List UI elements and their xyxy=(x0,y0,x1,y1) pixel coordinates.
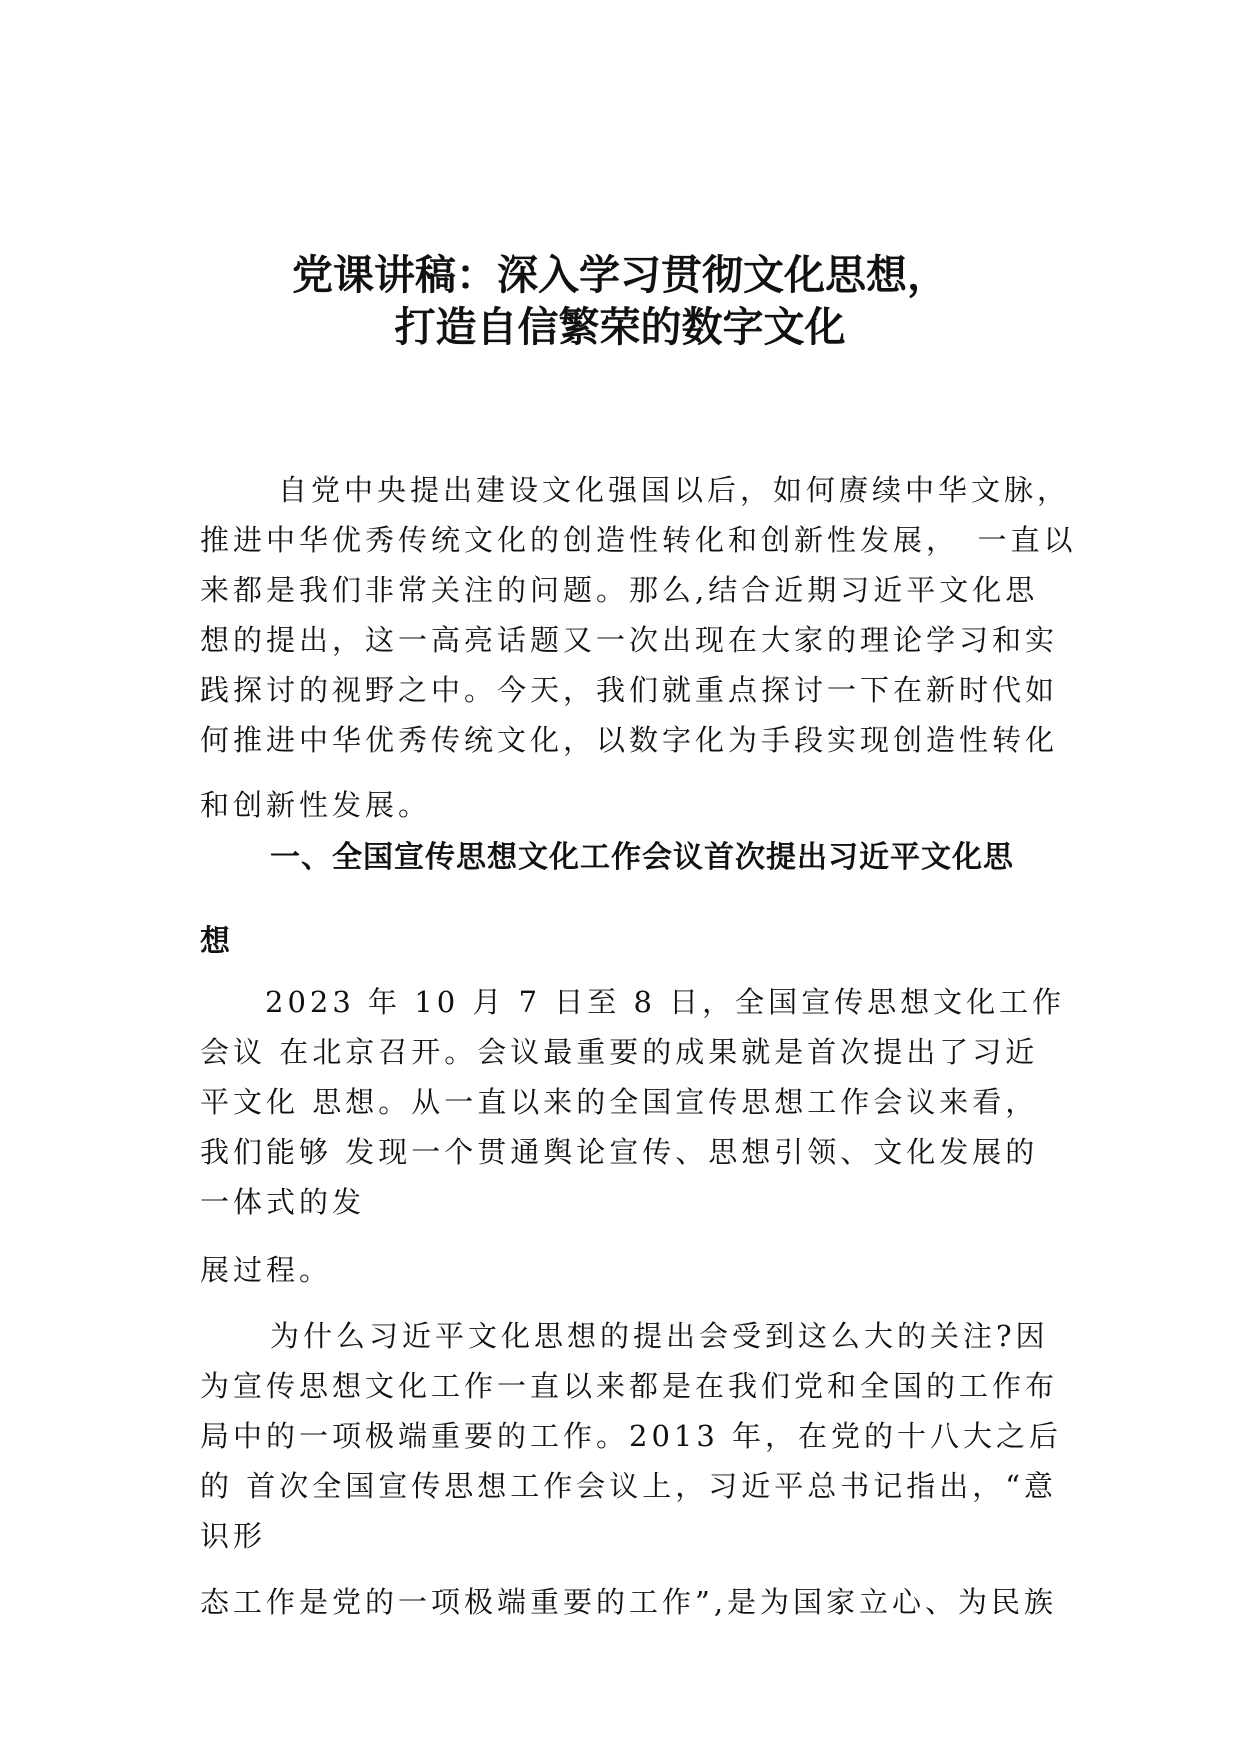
paragraph-line: 会议 在北京召开。会议最重要的成果就是首次提出了习近 xyxy=(200,1035,1039,1069)
section-heading-line-2: 想 xyxy=(200,924,231,959)
title-line-1: 党课讲稿：深入学习贯彻文化思想， xyxy=(292,251,948,299)
paragraph-line: 来都是我们非常关注的问题。那么,结合近期习近平文化思 xyxy=(200,573,1039,607)
paragraph-line: 的 首次全国宣传思想工作会议上，习近平总书记指出，“意 xyxy=(200,1469,1058,1503)
paragraph-line: 态工作是党的一项极端重要的工作”,是为国家立心、为民族 xyxy=(200,1585,1058,1619)
paragraph-line: 我们能够 发现一个贯通舆论宣传、思想引领、文化发展的 xyxy=(200,1135,1039,1169)
paragraph-line: 识形 xyxy=(200,1519,267,1553)
paragraph-line: 自党中央提出建设文化强国以后，如何赓续中华文脉， xyxy=(278,473,1071,507)
section-heading-line-1: 一、全国宣传思想文化工作会议首次提出习近平文化思 xyxy=(270,840,1014,875)
title-line-2: 打造自信繁荣的数字文化 xyxy=(394,303,846,351)
paragraph-line: 和创新性发展。 xyxy=(200,788,432,822)
paragraph-line: 推进中华优秀传统文化的创造性转化和创新性发展， 一直以 xyxy=(200,523,1077,557)
paragraph-line: 为宣传思想文化工作一直以来都是在我们党和全国的工作布 xyxy=(200,1369,1059,1403)
paragraph-line: 践探讨的视野之中。今天，我们就重点探讨一下在新时代如 xyxy=(200,673,1059,707)
paragraph-line: 2023 年 10 月 7 日至 8 日，全国宣传思想文化工作 xyxy=(265,985,1066,1019)
paragraph-line: 一体式的发 xyxy=(200,1185,366,1219)
paragraph-line: 想的提出，这一高亮话题又一次出现在大家的理论学习和实 xyxy=(200,623,1059,657)
paragraph-line: 局中的一项极端重要的工作。2013 年，在党的十八大之后 xyxy=(200,1419,1063,1453)
paragraph-line: 为什么习近平文化思想的提出会受到这么大的关注?因 xyxy=(270,1319,1049,1353)
paragraph-line: 平文化 思想。从一直以来的全国宣传思想工作会议来看， xyxy=(200,1085,1039,1119)
paragraph-line: 展过程。 xyxy=(200,1253,333,1287)
paragraph-line: 何推进中华优秀传统文化，以数字化为手段实现创造性转化 xyxy=(200,723,1059,757)
